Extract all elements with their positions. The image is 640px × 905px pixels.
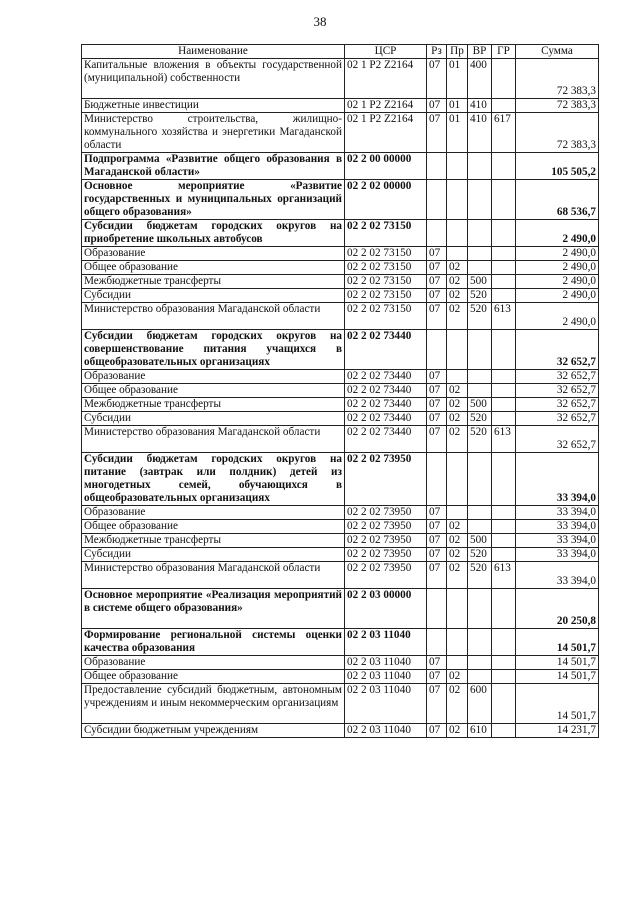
page-number: 38 bbox=[313, 14, 327, 29]
row-pr-cell bbox=[447, 247, 468, 261]
table-row bbox=[82, 684, 599, 724]
row-sum-cell: 32 652,7 bbox=[516, 426, 599, 453]
row-sum-cell: 72 383,3 bbox=[516, 99, 599, 113]
row-rz-cell bbox=[427, 153, 447, 180]
row-vr-cell: 500 bbox=[468, 275, 492, 289]
row-gr-cell bbox=[492, 275, 516, 289]
row-vr-cell: 520 bbox=[468, 548, 492, 562]
row-sum-cell: 72 383,3 bbox=[516, 113, 599, 153]
row-gr-cell bbox=[492, 153, 516, 180]
row-vr-cell bbox=[468, 220, 492, 247]
table-row bbox=[82, 180, 599, 220]
row-pr-cell: 02 bbox=[447, 426, 468, 453]
row-pr-cell: 02 bbox=[447, 303, 468, 330]
row-name-cell: Субсидии бюджетам городских округов на совершенствование питания учащихся в общеобразовательных организациях bbox=[82, 330, 345, 370]
row-pr-cell: 02 bbox=[447, 534, 468, 548]
row-sum-cell: 32 652,7 bbox=[516, 370, 599, 384]
row-rz-cell: 07 bbox=[427, 398, 447, 412]
row-rz-cell: 07 bbox=[427, 670, 447, 684]
row-vr-cell bbox=[468, 370, 492, 384]
row-name-cell: Общее образование bbox=[82, 261, 345, 275]
row-rz-cell: 07 bbox=[427, 520, 447, 534]
table-row bbox=[82, 562, 599, 589]
row-csr-cell: 02 2 02 73440 bbox=[345, 384, 427, 398]
row-vr-cell: 610 bbox=[468, 724, 492, 738]
row-name-cell: Общее образование bbox=[82, 670, 345, 684]
row-pr-cell: 02 bbox=[447, 412, 468, 426]
row-rz-cell bbox=[427, 220, 447, 247]
table-row bbox=[82, 261, 599, 275]
row-pr-cell bbox=[447, 589, 468, 629]
row-vr-cell: 520 bbox=[468, 303, 492, 330]
row-sum-cell: 72 383,3 bbox=[516, 59, 599, 99]
row-sum-cell: 2 490,0 bbox=[516, 220, 599, 247]
row-gr-cell bbox=[492, 59, 516, 99]
table-row bbox=[82, 629, 599, 656]
row-csr-cell: 02 2 00 00000 bbox=[345, 153, 427, 180]
row-sum-cell: 32 652,7 bbox=[516, 398, 599, 412]
row-csr-cell: 02 2 02 73150 bbox=[345, 289, 427, 303]
row-sum-cell: 33 394,0 bbox=[516, 548, 599, 562]
table-row bbox=[82, 113, 599, 153]
row-gr-cell bbox=[492, 412, 516, 426]
header-vr: ВР bbox=[468, 45, 492, 59]
row-name-cell: Министерство строительства, жилищно-коммунального хозяйства и энергетики Магаданской области bbox=[82, 113, 345, 153]
row-csr-cell: 02 2 02 73950 bbox=[345, 534, 427, 548]
row-name-cell: Предоставление субсидий бюджетным, автономным учреждениям и иным некоммерческим организациям bbox=[82, 684, 345, 724]
row-csr-cell: 02 2 02 73950 bbox=[345, 520, 427, 534]
row-gr-cell bbox=[492, 398, 516, 412]
row-rz-cell: 07 bbox=[427, 261, 447, 275]
row-csr-cell: 02 2 02 73150 bbox=[345, 275, 427, 289]
row-vr-cell: 520 bbox=[468, 289, 492, 303]
row-vr-cell bbox=[468, 629, 492, 656]
row-sum-cell: 2 490,0 bbox=[516, 275, 599, 289]
row-sum-cell: 2 490,0 bbox=[516, 303, 599, 330]
row-vr-cell bbox=[468, 330, 492, 370]
header-gr: ГР bbox=[492, 45, 516, 59]
row-name-cell: Общее образование bbox=[82, 520, 345, 534]
row-rz-cell: 07 bbox=[427, 113, 447, 153]
table-row bbox=[82, 153, 599, 180]
row-pr-cell: 02 bbox=[447, 684, 468, 724]
row-gr-cell bbox=[492, 384, 516, 398]
table-row bbox=[82, 426, 599, 453]
row-gr-cell bbox=[492, 370, 516, 384]
row-sum-cell: 32 652,7 bbox=[516, 384, 599, 398]
row-rz-cell: 07 bbox=[427, 562, 447, 589]
row-name-cell: Субсидии бюджетам городских округов на питание (завтрак или полдник) детей из многодетных семей, обучающихся в общеобразовательных организациях bbox=[82, 453, 345, 506]
row-vr-cell bbox=[468, 506, 492, 520]
row-rz-cell: 07 bbox=[427, 534, 447, 548]
row-gr-cell bbox=[492, 453, 516, 506]
row-name-cell: Субсидии bbox=[82, 412, 345, 426]
table-row bbox=[82, 303, 599, 330]
row-csr-cell: 02 2 03 11040 bbox=[345, 656, 427, 670]
row-csr-cell: 02 2 02 00000 bbox=[345, 180, 427, 220]
row-csr-cell: 02 2 02 73950 bbox=[345, 548, 427, 562]
row-gr-cell bbox=[492, 548, 516, 562]
row-vr-cell bbox=[468, 261, 492, 275]
row-pr-cell: 02 bbox=[447, 724, 468, 738]
row-name-cell: Межбюджетные трансферты bbox=[82, 275, 345, 289]
row-vr-cell bbox=[468, 247, 492, 261]
row-vr-cell bbox=[468, 453, 492, 506]
row-rz-cell bbox=[427, 589, 447, 629]
row-vr-cell bbox=[468, 670, 492, 684]
row-sum-cell: 2 490,0 bbox=[516, 247, 599, 261]
row-csr-cell: 02 2 02 73950 bbox=[345, 506, 427, 520]
row-vr-cell bbox=[468, 589, 492, 629]
row-csr-cell: 02 2 02 73950 bbox=[345, 453, 427, 506]
row-sum-cell: 33 394,0 bbox=[516, 534, 599, 548]
row-vr-cell bbox=[468, 153, 492, 180]
row-csr-cell: 02 1 P2 Z2164 bbox=[345, 59, 427, 99]
table-row bbox=[82, 370, 599, 384]
row-sum-cell: 14 501,7 bbox=[516, 684, 599, 724]
row-csr-cell: 02 2 03 11040 bbox=[345, 670, 427, 684]
row-gr-cell bbox=[492, 99, 516, 113]
row-name-cell: Формирование региональной системы оценки качества образования bbox=[82, 629, 345, 656]
row-csr-cell: 02 2 02 73440 bbox=[345, 398, 427, 412]
row-rz-cell: 07 bbox=[427, 724, 447, 738]
row-vr-cell: 410 bbox=[468, 99, 492, 113]
table-body bbox=[82, 59, 599, 738]
row-csr-cell: 02 2 02 73150 bbox=[345, 220, 427, 247]
row-rz-cell: 07 bbox=[427, 656, 447, 670]
row-gr-cell: 613 bbox=[492, 426, 516, 453]
row-name-cell: Основное мероприятие «Развитие государственных и муниципальных организаций общего образования» bbox=[82, 180, 345, 220]
row-name-cell: Межбюджетные трансферты bbox=[82, 398, 345, 412]
row-rz-cell bbox=[427, 180, 447, 220]
row-gr-cell bbox=[492, 289, 516, 303]
table-row bbox=[82, 99, 599, 113]
row-gr-cell bbox=[492, 506, 516, 520]
table-row bbox=[82, 289, 599, 303]
row-rz-cell: 07 bbox=[427, 99, 447, 113]
row-name-cell: Образование bbox=[82, 247, 345, 261]
row-pr-cell: 02 bbox=[447, 275, 468, 289]
row-vr-cell bbox=[468, 180, 492, 220]
row-csr-cell: 02 2 02 73440 bbox=[345, 370, 427, 384]
row-name-cell: Общее образование bbox=[82, 384, 345, 398]
row-rz-cell bbox=[427, 330, 447, 370]
table-row bbox=[82, 520, 599, 534]
row-vr-cell bbox=[468, 656, 492, 670]
row-csr-cell: 02 1 P2 Z2164 bbox=[345, 113, 427, 153]
row-csr-cell: 02 2 03 11040 bbox=[345, 629, 427, 656]
table-row bbox=[82, 275, 599, 289]
row-name-cell: Министерство образования Магаданской области bbox=[82, 562, 345, 589]
row-sum-cell: 20 250,8 bbox=[516, 589, 599, 629]
row-vr-cell: 600 bbox=[468, 684, 492, 724]
row-gr-cell: 613 bbox=[492, 303, 516, 330]
row-sum-cell: 2 490,0 bbox=[516, 289, 599, 303]
row-name-cell: Субсидии бюджетным учреждениям bbox=[82, 724, 345, 738]
table-row bbox=[82, 656, 599, 670]
table-row bbox=[82, 59, 599, 99]
row-sum-cell: 14 231,7 bbox=[516, 724, 599, 738]
table-row bbox=[82, 330, 599, 370]
row-sum-cell: 32 652,7 bbox=[516, 330, 599, 370]
row-rz-cell bbox=[427, 629, 447, 656]
row-vr-cell: 520 bbox=[468, 412, 492, 426]
row-name-cell: Бюджетные инвестиции bbox=[82, 99, 345, 113]
table-row bbox=[82, 670, 599, 684]
row-csr-cell: 02 2 03 11040 bbox=[345, 684, 427, 724]
row-gr-cell bbox=[492, 656, 516, 670]
row-rz-cell: 07 bbox=[427, 426, 447, 453]
row-pr-cell: 02 bbox=[447, 670, 468, 684]
row-rz-cell: 07 bbox=[427, 684, 447, 724]
row-gr-cell: 613 bbox=[492, 562, 516, 589]
row-vr-cell bbox=[468, 520, 492, 534]
row-pr-cell: 02 bbox=[447, 289, 468, 303]
row-sum-cell: 33 394,0 bbox=[516, 453, 599, 506]
row-rz-cell: 07 bbox=[427, 384, 447, 398]
row-sum-cell: 33 394,0 bbox=[516, 506, 599, 520]
row-gr-cell: 617 bbox=[492, 113, 516, 153]
row-gr-cell bbox=[492, 670, 516, 684]
row-csr-cell: 02 2 02 73150 bbox=[345, 303, 427, 330]
row-pr-cell: 01 bbox=[447, 99, 468, 113]
row-pr-cell: 02 bbox=[447, 548, 468, 562]
row-gr-cell bbox=[492, 220, 516, 247]
row-rz-cell: 07 bbox=[427, 506, 447, 520]
row-rz-cell: 07 bbox=[427, 275, 447, 289]
table-row bbox=[82, 453, 599, 506]
row-pr-cell bbox=[447, 153, 468, 180]
row-csr-cell: 02 2 02 73440 bbox=[345, 330, 427, 370]
row-rz-cell: 07 bbox=[427, 412, 447, 426]
row-rz-cell: 07 bbox=[427, 289, 447, 303]
row-sum-cell: 14 501,7 bbox=[516, 629, 599, 656]
row-sum-cell: 68 536,7 bbox=[516, 180, 599, 220]
row-gr-cell bbox=[492, 520, 516, 534]
row-pr-cell: 01 bbox=[447, 59, 468, 99]
row-gr-cell bbox=[492, 534, 516, 548]
row-csr-cell: 02 2 02 73150 bbox=[345, 247, 427, 261]
table-row bbox=[82, 220, 599, 247]
row-gr-cell bbox=[492, 684, 516, 724]
table-row bbox=[82, 384, 599, 398]
row-sum-cell: 14 501,7 bbox=[516, 656, 599, 670]
row-rz-cell: 07 bbox=[427, 370, 447, 384]
row-gr-cell bbox=[492, 261, 516, 275]
table-row bbox=[82, 534, 599, 548]
row-sum-cell: 105 505,2 bbox=[516, 153, 599, 180]
row-pr-cell: 02 bbox=[447, 520, 468, 534]
table-row bbox=[82, 398, 599, 412]
row-sum-cell: 14 501,7 bbox=[516, 670, 599, 684]
row-csr-cell: 02 2 02 73150 bbox=[345, 261, 427, 275]
row-pr-cell: 02 bbox=[447, 261, 468, 275]
row-name-cell: Основное мероприятие «Реализация мероприятий в системе общего образования» bbox=[82, 589, 345, 629]
table-row bbox=[82, 724, 599, 738]
row-csr-cell: 02 2 03 00000 bbox=[345, 589, 427, 629]
row-gr-cell bbox=[492, 330, 516, 370]
row-sum-cell: 33 394,0 bbox=[516, 562, 599, 589]
header-rz: Рз bbox=[427, 45, 447, 59]
table-row bbox=[82, 506, 599, 520]
row-gr-cell bbox=[492, 724, 516, 738]
row-rz-cell: 07 bbox=[427, 303, 447, 330]
row-name-cell: Межбюджетные трансферты bbox=[82, 534, 345, 548]
row-csr-cell: 02 2 02 73950 bbox=[345, 562, 427, 589]
row-sum-cell: 32 652,7 bbox=[516, 412, 599, 426]
row-pr-cell: 02 bbox=[447, 384, 468, 398]
table-row bbox=[82, 247, 599, 261]
header-sum: Сумма bbox=[516, 45, 599, 59]
row-pr-cell bbox=[447, 506, 468, 520]
row-name-cell: Субсидии бюджетам городских округов на приобретение школьных автобусов bbox=[82, 220, 345, 247]
table-row bbox=[82, 412, 599, 426]
row-name-cell: Образование bbox=[82, 656, 345, 670]
budget-table bbox=[81, 44, 599, 738]
row-name-cell: Капитальные вложения в объекты государственной (муниципальной) собственности bbox=[82, 59, 345, 99]
row-name-cell: Подпрограмма «Развитие общего образования в Магаданской области» bbox=[82, 153, 345, 180]
row-name-cell: Субсидии bbox=[82, 548, 345, 562]
row-pr-cell: 02 bbox=[447, 398, 468, 412]
table-row bbox=[82, 548, 599, 562]
row-vr-cell: 500 bbox=[468, 534, 492, 548]
row-rz-cell bbox=[427, 453, 447, 506]
row-csr-cell: 02 1 P2 Z2164 bbox=[345, 99, 427, 113]
row-vr-cell bbox=[468, 384, 492, 398]
row-pr-cell bbox=[447, 180, 468, 220]
row-name-cell: Министерство образования Магаданской области bbox=[82, 426, 345, 453]
row-sum-cell: 2 490,0 bbox=[516, 261, 599, 275]
row-name-cell: Образование bbox=[82, 506, 345, 520]
row-pr-cell bbox=[447, 370, 468, 384]
row-pr-cell bbox=[447, 330, 468, 370]
header-csr: ЦСР bbox=[345, 45, 427, 59]
row-pr-cell: 02 bbox=[447, 562, 468, 589]
row-gr-cell bbox=[492, 247, 516, 261]
row-rz-cell: 07 bbox=[427, 548, 447, 562]
row-gr-cell bbox=[492, 629, 516, 656]
row-vr-cell: 500 bbox=[468, 398, 492, 412]
row-gr-cell bbox=[492, 180, 516, 220]
row-pr-cell: 01 bbox=[447, 113, 468, 153]
row-rz-cell: 07 bbox=[427, 59, 447, 99]
row-vr-cell: 520 bbox=[468, 562, 492, 589]
row-pr-cell bbox=[447, 220, 468, 247]
row-sum-cell: 33 394,0 bbox=[516, 520, 599, 534]
row-pr-cell bbox=[447, 656, 468, 670]
row-name-cell: Субсидии bbox=[82, 289, 345, 303]
header-name: Наименование bbox=[82, 45, 345, 59]
row-csr-cell: 02 2 03 11040 bbox=[345, 724, 427, 738]
row-vr-cell: 410 bbox=[468, 113, 492, 153]
row-gr-cell bbox=[492, 589, 516, 629]
row-csr-cell: 02 2 02 73440 bbox=[345, 426, 427, 453]
row-pr-cell bbox=[447, 453, 468, 506]
row-pr-cell bbox=[447, 629, 468, 656]
table-header-row bbox=[82, 45, 599, 59]
row-vr-cell: 400 bbox=[468, 59, 492, 99]
row-csr-cell: 02 2 02 73440 bbox=[345, 412, 427, 426]
row-vr-cell: 520 bbox=[468, 426, 492, 453]
table-row bbox=[82, 589, 599, 629]
header-pr: Пр bbox=[447, 45, 468, 59]
row-name-cell: Министерство образования Магаданской области bbox=[82, 303, 345, 330]
row-rz-cell: 07 bbox=[427, 247, 447, 261]
row-name-cell: Образование bbox=[82, 370, 345, 384]
